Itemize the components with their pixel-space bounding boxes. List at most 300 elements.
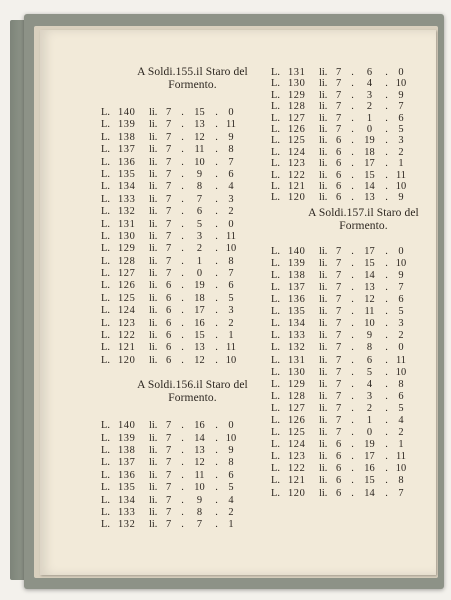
lire-amount: 134 [288,318,306,330]
table-row [271,282,436,294]
soldi-value: 11 [194,144,205,156]
soldi-value: 17 [194,305,205,317]
li-label: li. [149,354,158,366]
separator: . [215,305,218,317]
separator: . [351,439,354,451]
lire-value: 6 [336,475,342,487]
separator: . [181,107,184,118]
separator: . [351,330,354,342]
soldi-value: 12 [194,131,205,143]
separator: . [181,119,184,131]
lire-label: L. [271,306,280,318]
separator: . [385,123,388,135]
soldi-value: 9 [366,330,373,342]
li-label: li. [319,402,328,414]
li-label: li. [149,457,158,469]
soldi-value: 17 [364,451,375,463]
denari-value: 1 [398,439,404,451]
lire-value: 6 [336,180,342,192]
table-row [271,113,436,124]
soldi-value: 15 [194,107,205,118]
lire-label: L. [101,305,110,317]
denari-value: 10 [395,463,407,475]
separator: . [385,192,388,204]
lire-label: L. [101,330,110,342]
lire-value: 7 [336,67,342,78]
separator: . [181,292,184,304]
right-column [271,67,436,500]
soldi-value: 8 [366,342,373,354]
lire-amount: 137 [288,281,306,293]
lire-amount: 133 [288,330,306,342]
li-label: li. [149,342,158,354]
denari-value: 7 [398,101,404,113]
separator: . [215,292,218,304]
lire-amount: 136 [288,294,306,306]
soldi-value: 0 [196,268,203,280]
denari-value: 0 [228,107,234,118]
table-row [271,270,436,282]
separator: . [181,420,184,432]
separator: . [385,415,388,426]
lire-value: 6 [336,192,342,204]
table-row [101,194,276,206]
separator: . [351,475,354,487]
li-label: li. [319,135,328,147]
lire-amount: 129 [288,89,306,101]
table-row [271,439,436,451]
soldi-value: 2 [366,402,373,414]
lire-amount: 134 [118,181,136,193]
lire-label: L. [271,257,280,269]
lire-label: L. [101,342,110,354]
lire-label: L. [271,378,280,390]
separator: . [215,506,218,518]
soldi-value: 13 [364,192,375,204]
separator: . [215,243,218,255]
lire-label: L. [101,156,110,168]
separator: . [215,432,218,444]
separator: . [351,366,354,378]
separator: . [385,378,388,390]
lire-amount: 133 [118,506,136,518]
denari-value: 2 [228,317,234,329]
soldi-value: 15 [194,330,205,342]
soldi-value: 0 [366,427,373,439]
separator: . [351,123,354,135]
li-label: li. [149,444,158,456]
denari-value: 1 [398,158,404,170]
lire-label: L. [101,519,110,531]
lire-label: L. [101,420,110,432]
separator: . [215,193,218,205]
soldi-value: 10 [364,318,375,330]
lire-label: L. [271,78,280,90]
separator: . [181,206,184,218]
separator: . [385,354,388,366]
denari-value: 4 [398,415,404,426]
table-row [101,144,276,156]
lire-amount: 123 [288,158,306,170]
lire-value: 7 [336,257,342,269]
left-column [101,66,276,532]
denari-value: 5 [398,123,404,135]
li-label: li. [149,218,158,230]
soldi-value: 19 [364,439,375,451]
lire-value: 6 [166,317,172,329]
table-heading [281,207,436,233]
lire-label: L. [271,112,280,124]
table-row [101,342,276,354]
separator: . [181,482,184,494]
lire-value: 6 [336,439,342,451]
lire-amount: 132 [288,342,306,354]
separator: . [215,330,218,342]
lire-label: L. [101,457,110,469]
denari-value: 2 [398,330,404,342]
lire-amount: 123 [118,317,136,329]
table-row [271,342,436,354]
lire-amount: 129 [288,378,306,390]
lire-amount: 131 [288,354,306,366]
separator: . [215,444,218,456]
separator: . [351,169,354,181]
soldi-value: 19 [364,135,375,147]
lire-value: 7 [166,457,172,469]
lire-label: L. [271,294,280,306]
lire-value: 7 [336,415,342,426]
denari-value: 11 [395,354,406,366]
soldi-value: 2 [366,101,373,113]
separator: . [351,390,354,402]
lire-amount: 121 [118,342,136,354]
separator: . [215,156,218,168]
lire-amount: 124 [288,146,306,158]
denari-value: 9 [398,89,404,101]
separator: . [351,378,354,390]
denari-value: 9 [398,192,404,204]
denari-value: 0 [228,218,234,230]
li-label: li. [319,269,328,281]
lire-amount: 134 [118,494,136,506]
separator: . [385,169,388,181]
lire-amount: 120 [288,487,306,499]
li-label: li. [319,475,328,487]
separator: . [351,192,354,204]
table-row [101,181,276,193]
lire-value: 7 [166,469,172,481]
lire-label: L. [271,402,280,414]
soldi-value: 14 [364,487,375,499]
separator: . [181,230,184,242]
lire-label: L. [271,146,280,158]
table-row [271,415,436,427]
separator: . [385,330,388,342]
lire-value: 7 [166,519,172,531]
li-label: li. [149,482,158,494]
table-heading [109,379,276,405]
lire-label: L. [271,135,280,147]
lire-amount: 125 [288,135,306,147]
soldi-value: 13 [364,281,375,293]
lire-label: L. [271,101,280,113]
soldi-value: 16 [364,463,375,475]
lire-label: L. [271,439,280,451]
denari-value: 5 [398,306,404,318]
li-label: li. [319,463,328,475]
lire-amount: 135 [118,482,136,494]
denari-value: 9 [228,131,234,143]
soldi-value: 9 [196,168,203,180]
soldi-value: 4 [366,78,373,90]
lire-value: 7 [336,427,342,439]
lire-label: L. [271,180,280,192]
li-label: li. [319,318,328,330]
lire-label: L. [101,317,110,329]
li-label: li. [319,146,328,158]
separator: . [351,318,354,330]
denari-value: 8 [228,144,234,156]
separator: . [215,420,218,432]
table-row [101,231,276,243]
table-row [101,445,276,457]
separator: . [385,158,388,170]
li-label: li. [319,451,328,463]
table-row [101,495,276,507]
lire-amount: 128 [288,390,306,402]
lire-amount: 140 [288,245,306,257]
separator: . [385,89,388,101]
lire-label: L. [101,506,110,518]
separator: . [385,67,388,78]
denari-value: 3 [228,193,234,205]
lire-label: L. [101,193,110,205]
separator: . [351,487,354,499]
separator: . [385,342,388,354]
table-row [101,256,276,268]
separator: . [385,78,388,90]
denari-value: 2 [398,427,404,439]
denari-value: 6 [398,390,404,402]
lire-amount: 137 [118,144,136,156]
lire-label: L. [101,432,110,444]
li-label: li. [149,230,158,242]
separator: . [351,269,354,281]
table-row [271,318,436,330]
separator: . [215,168,218,180]
heading-line: Formento. [339,219,388,232]
denari-value: 11 [395,451,406,463]
lire-value: 7 [166,168,172,180]
li-label: li. [319,378,328,390]
lire-value: 6 [336,463,342,475]
lire-amount: 121 [288,475,306,487]
soldi-value: 3 [196,230,203,242]
table-row [271,306,436,318]
table-row [271,135,436,146]
separator: . [385,146,388,158]
denari-value: 10 [225,243,237,255]
li-label: li. [319,294,328,306]
separator: . [351,463,354,475]
lire-amount: 126 [118,280,136,292]
lire-label: L. [101,243,110,255]
lire-value: 7 [336,402,342,414]
separator: . [215,206,218,218]
lire-amount: 132 [118,206,136,218]
li-label: li. [319,78,328,90]
separator: . [351,342,354,354]
lire-amount: 130 [118,230,136,242]
table-row [101,132,276,144]
lire-label: L. [101,119,110,131]
li-label: li. [149,193,158,205]
table-row [271,355,436,367]
separator: . [181,469,184,481]
separator: . [181,305,184,317]
separator: . [181,156,184,168]
li-label: li. [319,257,328,269]
lire-label: L. [271,330,280,342]
separator: . [385,463,388,475]
table-row [271,90,436,101]
soldi-value: 6 [196,206,203,218]
separator: . [215,131,218,143]
denari-value: 7 [398,281,404,293]
li-label: li. [319,354,328,366]
table-row [101,169,276,181]
soldi-value: 10 [194,482,205,494]
table-row [271,101,436,112]
soldi-value: 13 [194,119,205,131]
table-row [271,451,436,463]
denari-value: 8 [228,255,234,267]
soldi-value: 12 [194,354,205,366]
separator: . [385,366,388,378]
separator: . [385,257,388,269]
separator: . [385,306,388,318]
separator: . [351,158,354,170]
price-table [271,246,436,500]
lire-value: 6 [336,158,342,170]
lire-amount: 130 [288,78,306,90]
table-row [101,119,276,131]
denari-value: 6 [398,294,404,306]
lire-value: 6 [166,342,172,354]
denari-value: 0 [398,245,404,257]
separator: . [215,280,218,292]
lire-amount: 124 [288,439,306,451]
denari-value: 3 [398,135,404,147]
li-label: li. [149,420,158,432]
heading-line: A Soldi.156.il Staro del [137,379,248,392]
separator: . [351,281,354,293]
lire-label: L. [101,230,110,242]
separator: . [181,218,184,230]
li-label: li. [319,245,328,257]
separator: . [215,144,218,156]
heading-line: Formento. [168,392,217,405]
table-row [271,67,436,78]
separator: . [215,354,218,366]
lire-label: L. [101,444,110,456]
denari-value: 4 [228,494,234,506]
lire-value: 7 [336,123,342,135]
separator: . [215,218,218,230]
separator: . [351,245,354,257]
table-row [101,305,276,317]
lire-amount: 137 [118,457,136,469]
li-label: li. [319,89,328,101]
soldi-value: 13 [194,444,205,456]
table-row [101,420,276,432]
denari-value: 6 [228,168,234,180]
table-row [271,181,436,192]
separator: . [181,181,184,193]
table-row [101,433,276,445]
lire-value: 7 [336,378,342,390]
separator: . [181,506,184,518]
lire-value: 7 [166,506,172,518]
denari-value: 5 [228,292,234,304]
lire-label: L. [101,181,110,193]
price-table-continued [271,67,436,204]
denari-value: 10 [225,354,237,366]
denari-value: 3 [228,305,234,317]
lire-amount: 125 [288,427,306,439]
lire-amount: 129 [118,243,136,255]
lire-amount: 124 [118,305,136,317]
li-label: li. [149,292,158,304]
denari-value: 2 [398,146,404,158]
separator: . [215,457,218,469]
separator: . [181,131,184,143]
separator: . [181,317,184,329]
separator: . [385,427,388,439]
li-label: li. [149,317,158,329]
denari-value: 1 [228,519,234,531]
separator: . [215,107,218,118]
li-label: li. [319,439,328,451]
table-row [271,475,436,487]
lire-amount: 133 [118,193,136,205]
separator: . [181,255,184,267]
separator: . [385,245,388,257]
lire-value: 7 [336,390,342,402]
denari-value: 10 [225,432,237,444]
li-label: li. [319,330,328,342]
lire-value: 6 [166,305,172,317]
lire-amount: 136 [118,469,136,481]
lire-label: L. [271,169,280,181]
denari-value: 8 [398,378,404,390]
lire-amount: 130 [288,366,306,378]
soldi-value: 10 [194,156,205,168]
li-label: li. [149,144,158,156]
soldi-value: 8 [196,181,203,193]
separator: . [181,144,184,156]
separator: . [385,294,388,306]
table-row [271,391,436,403]
table-row [101,519,276,531]
soldi-value: 14 [364,180,375,192]
li-label: li. [149,107,158,118]
separator: . [351,427,354,439]
separator: . [181,494,184,506]
separator: . [215,342,218,354]
lire-amount: 120 [288,192,306,204]
lire-label: L. [271,463,280,475]
